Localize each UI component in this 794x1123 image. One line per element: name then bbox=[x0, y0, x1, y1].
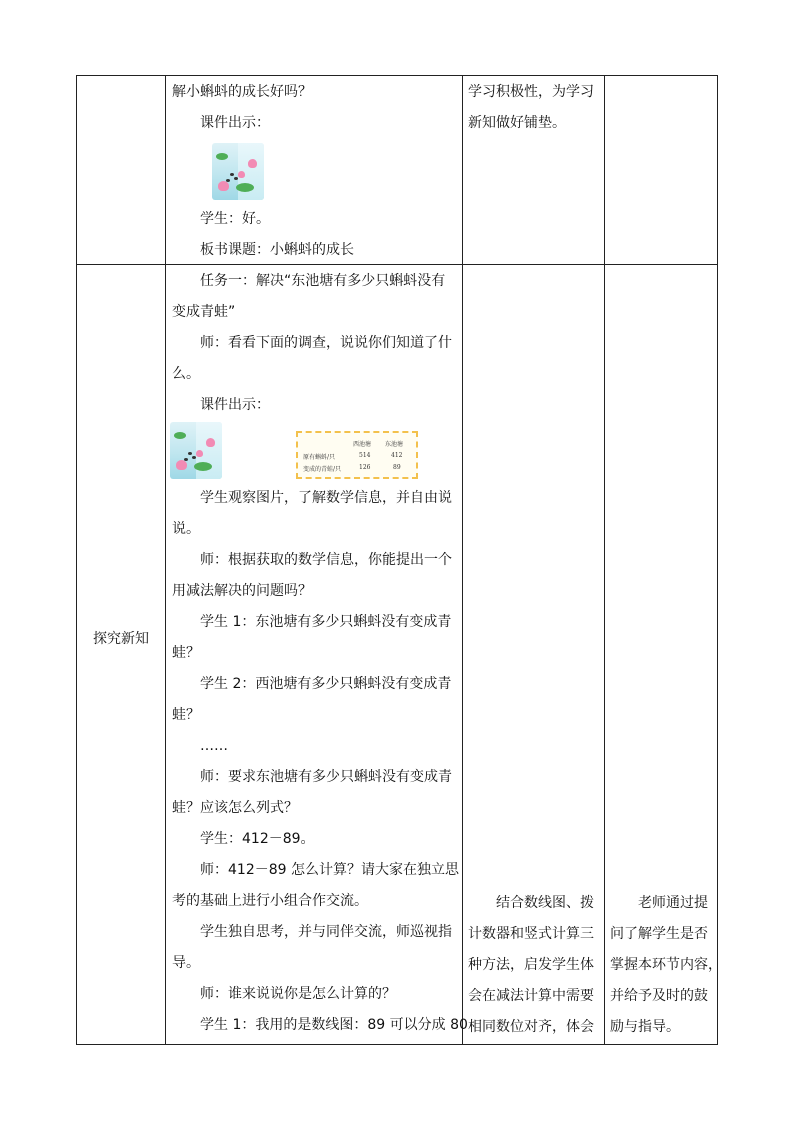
text-line: 学生观察图片，了解数学信息，并自由说 bbox=[200, 490, 452, 506]
text-line: 师：看看下面的调查，说说你们知道了什 bbox=[200, 335, 452, 351]
survey-header: 东池塘 bbox=[385, 441, 404, 448]
text-line: 师：根据获取的数学信息，你能提出一个 bbox=[200, 552, 452, 568]
lesson-plan-table bbox=[76, 75, 722, 1045]
text-line: 种方法，启发学生体 bbox=[468, 957, 594, 973]
text-line: 解小蝌蚪的成长好吗？ bbox=[172, 84, 312, 100]
text-line: 任务一：解决“东池塘有多少只蝌蚪没有 bbox=[200, 273, 446, 289]
text-line: 学生：412－89。 bbox=[200, 831, 315, 847]
row2-evaluation-cell bbox=[610, 888, 722, 1043]
column-divider bbox=[462, 76, 463, 1044]
text-line: 导。 bbox=[172, 955, 200, 971]
text-line: 蛙？ bbox=[172, 645, 200, 661]
text-line: 蛙？ bbox=[172, 707, 200, 723]
text-line: 变成青蛙” bbox=[172, 304, 236, 320]
text-line: 学生：好。 bbox=[200, 211, 270, 227]
text-line: 蛙？应该怎么列式？ bbox=[172, 800, 298, 816]
text-line: 学生 2：西池塘有多少只蝌蚪没有变成青 bbox=[200, 676, 452, 692]
survey-row bbox=[301, 464, 413, 474]
survey-cell: 514 bbox=[359, 452, 371, 459]
text-line: 新知做好铺垫。 bbox=[468, 115, 566, 131]
text-line: 励与指导。 bbox=[610, 1019, 680, 1035]
text-line: 么。 bbox=[172, 366, 200, 382]
row1-intent-cell bbox=[468, 77, 604, 139]
text-line: 课件出示： bbox=[200, 115, 270, 131]
text-line: 计数器和竖式计算三 bbox=[468, 926, 594, 942]
text-line: 会在减法计算中需要 bbox=[468, 988, 594, 1004]
text-line: 老师通过提 bbox=[638, 895, 708, 911]
text-line: 考的基础上进行小组合作交流。 bbox=[172, 893, 368, 909]
text-line: 掌握本环节内容， bbox=[610, 957, 722, 973]
section-label: 探究新知 bbox=[93, 631, 149, 647]
text-line: …… bbox=[200, 738, 228, 754]
survey-row bbox=[301, 452, 413, 462]
text-line: 师：412－89 怎么计算？请大家在独立思 bbox=[200, 862, 459, 878]
row2-intent-cell bbox=[468, 888, 604, 1043]
text-line: 用减法解决的问题吗？ bbox=[172, 583, 312, 599]
column-divider bbox=[165, 76, 166, 1044]
text-line: 学习积极性，为学习 bbox=[468, 84, 594, 100]
row1-content-cell bbox=[172, 77, 462, 266]
survey-cell: 126 bbox=[359, 464, 371, 471]
survey-cell: 412 bbox=[391, 452, 403, 459]
survey-cell: 89 bbox=[393, 464, 401, 471]
text-line: 师：谁来说说你是怎么计算的？ bbox=[200, 986, 396, 1002]
lotus-pond-image bbox=[170, 422, 222, 479]
survey-header-row bbox=[301, 439, 413, 449]
text-line: 板书课题：小蝌蚪的成长 bbox=[200, 242, 354, 258]
lotus-pond-image bbox=[212, 143, 264, 200]
survey-row-label: 变成的青蛙/只 bbox=[303, 466, 342, 473]
row2-content-cell-continued bbox=[172, 483, 468, 1041]
survey-row-label: 原有蝌蚪/只 bbox=[303, 454, 336, 461]
survey-header: 西池塘 bbox=[353, 441, 372, 448]
text-line: 相同数位对齐，体会 bbox=[468, 1019, 594, 1035]
row2-content-cell bbox=[172, 266, 462, 421]
text-line: 问了解学生是否 bbox=[610, 926, 708, 942]
text-line: 学生独自思考，并与同伴交流，师巡视指 bbox=[200, 924, 452, 940]
text-line: 学生 1：我用的是数线图：89 可以分成 80 bbox=[200, 1017, 468, 1033]
text-line: 结合数线图、拨 bbox=[496, 895, 594, 911]
text-line: 课件出示： bbox=[200, 397, 270, 413]
text-line: 学生 1：东池塘有多少只蝌蚪没有变成青 bbox=[200, 614, 452, 630]
survey-table bbox=[296, 431, 418, 479]
column-divider bbox=[604, 76, 605, 1044]
text-line: 师：要求东池塘有多少只蝌蚪没有变成青 bbox=[200, 769, 452, 785]
text-line: 说。 bbox=[172, 521, 200, 537]
text-line: 并给予及时的鼓 bbox=[610, 988, 708, 1004]
